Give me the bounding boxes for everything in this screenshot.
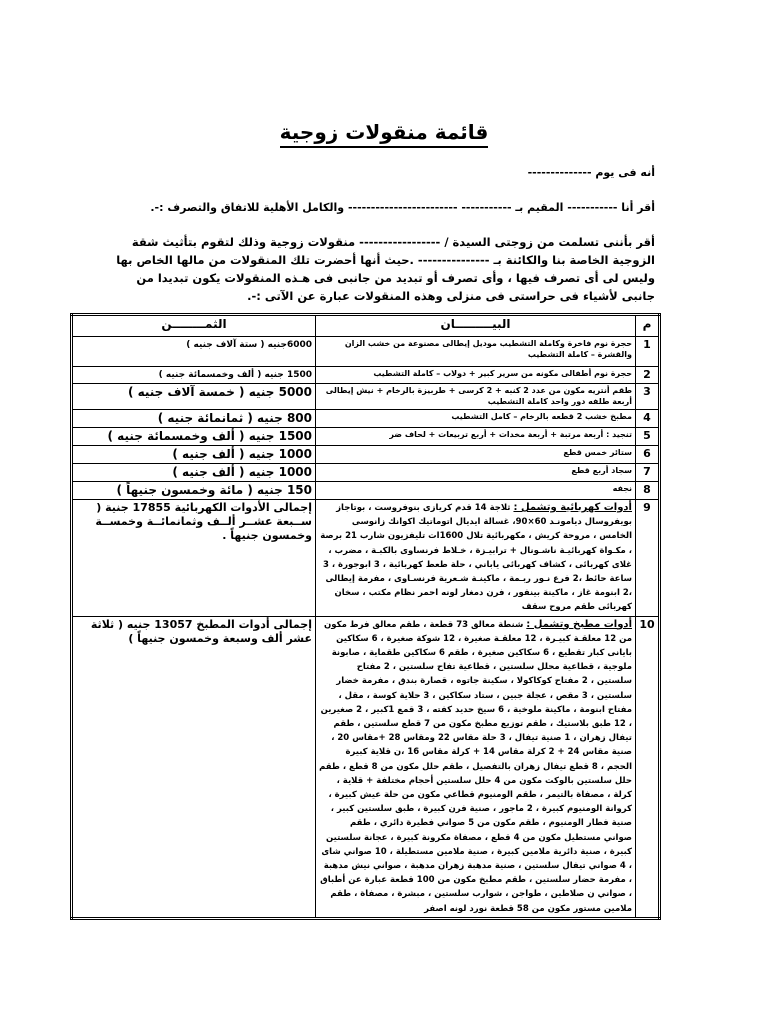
table-header-row — [72, 315, 660, 337]
row-price: 1000 جنيه ( ألف جنيه ) — [72, 446, 316, 464]
table-row — [72, 446, 660, 464]
row-description: نجفه — [316, 482, 636, 500]
table-row — [72, 500, 660, 617]
row-number: 9 — [636, 500, 660, 617]
header-number: م — [636, 315, 660, 337]
row-number: 7 — [636, 464, 660, 482]
row-description — [316, 616, 636, 918]
row-price: 6000جنيه ( ستة آلاف جنيه ) — [72, 337, 316, 367]
row-number: 4 — [636, 410, 660, 428]
row-price: 1500 جنيه ( ألف وخمسمائة جنيه ) — [72, 428, 316, 446]
row-price: 150 جنيه ( مائة وخمسون جنيهاً ) — [72, 482, 316, 500]
table-row — [72, 428, 660, 446]
table-row — [72, 482, 660, 500]
row-description: حجرة نوم فاخرة وكاملة التشطيب موديل إيطالى مصنوعة من خشب الزان والقشرة – كاملة التشطيب — [316, 337, 636, 367]
date-line: أنه فى يوم -------------- — [527, 166, 655, 179]
row-number: 2 — [636, 367, 660, 384]
row-description-text: شنطة معالق 73 قطعة ، طقم معالق فرط مكون من 12 معلقـة كبيـرة ، 12 معلقـة صغيرة ، 12 شوكة صغيرة ، 6 سكاكين بايانى كبار تقطيع ، 6 سكاكين صغيرة ، طقم 6 سكاكين طقماية ، صابونة ملوجية ، قطاعية محلل سلستين ، قطاعية تفاح سلستين ، 2 مفتاح سلستين ، 2 مفتاح كوكاكولا ، سكينة جاتوه ، قصارة بندق ، مفرمة خضار سلستين ، 3 مقص ، عجلة جبين ، ستاد سكاكين ، 3 حلاية كوسة ، مقل ، مفتاح ابنومة ، ماكينة ملوخية ، 6 سيخ حديد كفته ، 3 قمع 1كبير ، 2 صغيرين ، 12 طبق بلاستيك ، طقم توزيع مطبخ مكون من 7 قطع سلستين ، طقم تيفال زهران ، 1 صنية تيفال ، 3 حلة مقاس 22 ومقاس 28 +مقاس 20 ، صنية مقاس 24 + 2 كرلة مقاس 14 + كرلة مقاس 16 ،ن قلاية كبيرة الحجم ، 8 قطع تيفال زهران بالتفصيل ، طقم حلل مكون من 8 قطع ، طقم حلل سلستين بالوكت مكون من 4 حلل سلستين أحجام مختلفة + قلاية ، كرلة ، مصفاة بالتيمر ، طقم الومنيوم قطاعي مكون من حلة عيش كبيرة ، كروانة الومنيوم كبيرة ، 2 ماجور ، صنية فرن كبيرة ، طبق سلستين كبير ، صنية فطار الومنيوم ، طقم مكون من 5 صواني فطيرة دائري ، طقم صواني مستطيل مكون من 4 قطع ، مصفاة مكرونة كبيرة ، عجانة سلستين كبيرة ، صنية دائرية ملامين كبيرة ، صنية ملامين مستطيلة ، 10 صواني شاى ، 4 صواني تيفال سلستين ، صنية مدهبة زهران مدهبة ، صواني نيش مدهبة ، مفرمة حضار سلستين ، طقم مطبخ مكون من 100 قطعة عبارة عن أطباق ، صواني ن صلاطين ، طواجن ، شوارب سلستين ، مبشرة ، مصفاة ، طقم ملامين مستور مكون من 58 قطعة نورد لونه اصفر — [319, 619, 632, 914]
items-table — [70, 313, 661, 920]
table-row — [72, 616, 660, 918]
row-subtitle: أدوات مطبخ وتشمل : — [526, 618, 632, 630]
declarant-line: أقر أنا ----------- المقيم بـ ----------- ------------------------ والكامل الأهلية للاتفاق والتصرف :-. — [150, 201, 655, 214]
row-price: 1500 جنيه ( ألف وخمسمائة جنيه ) — [72, 367, 316, 384]
table-row — [72, 410, 660, 428]
row-number: 3 — [636, 384, 660, 410]
row-subtitle: أدوات كهربائية وتشمل : — [513, 502, 632, 513]
row-description: ستائر خمس قطع — [316, 446, 636, 464]
row-number: 5 — [636, 428, 660, 446]
table-row — [72, 367, 660, 384]
row-number: 1 — [636, 337, 660, 367]
row-price: إجمالى الأدوات الكهربائية 17855 جنية ( ســبعة عشــر ألــف وثمانمائــة وخمســة وخمسون جنيهاً . — [72, 500, 316, 617]
row-price: إجمالى أدوات المطبخ 13057 جنيه ( ثلاثة عشر ألف وسبعة وخمسون جنيهاً ) — [72, 616, 316, 918]
declaration-paragraph: أقر بأننى تسلمت من زوجتى السيدة / ----------------- منقولات زوجية وذلك لتقوم بتأثيث شقة الزوجية الخاصة بنا والكائنة بـ --------------- .حيث أنها أحضرت تلك المنقولات من مالها الخاص بها وليس لى أى تصرف فيها ، وأى تصرف أو تبديد من جانبى فى هـذه المنقولات يكون تبديدا من جانبى لأشياء فى حراستى فى منزلى وهذه المنقولات عبارة عن الآتى :-. — [116, 235, 655, 303]
row-description: سجاد أربع قطع — [316, 464, 636, 482]
header-price: الثمــــــــن — [72, 315, 316, 337]
row-number: 8 — [636, 482, 660, 500]
document-title — [0, 120, 768, 144]
document-title-text: قائمة منقولات زوجية — [280, 120, 489, 148]
row-price: 800 جنيه ( ثمانمائة جنيه ) — [72, 410, 316, 428]
header-description: البيـــــــــان — [316, 315, 636, 337]
row-description: حجرة نوم أطفالى مكونه من سرير كبير + دولاب – كاملة التشطيب — [316, 367, 636, 384]
row-number: 10 — [636, 616, 660, 918]
row-price: 1000 جنيه ( ألف جنيه ) — [72, 464, 316, 482]
row-description — [316, 500, 636, 617]
row-description: تنجيد : أربعة مرتبة + أربعة مخدات + أربع تربيعات + لحاف ضر — [316, 428, 636, 446]
row-description: طقم أنتريه مكون من عدد 2 كنبه + 2 كرسى + طربيزة بالرخام + نيش إيطالى أربعة طلفه دور واحد كاملة التشطيب — [316, 384, 636, 410]
table-row — [72, 464, 660, 482]
row-description-text: ثلاجة 14 قدم كريازى بنوفروست ، بوتاجاز بويفروسال ديامونـد 60×90، غسالة ايديال اتوماتيك اكوانك زانوسى الخامس ، مروحة كريش ، مكهربائية تلال 1600ات تليفزيون شارب 21 برصة ، مكـواة كهربائيـة ناشـونال + ترابيـزة ، خـلاط فرنساوى بالكبـة ، مضرب ، غلاى كهربائى ، كشاف كهربائى ياباني ، حلة طعط كهربائية ، 3 ابوجورة ، 3 ساعة حائط ،2 فرع نـور ربـمة ، ماكينـة شـعرية فرنسـاوى ، مفرمة إيطالى ،2 ابنومة غاز ، ماكينة بينفور ، فرن دمغار لونه احمر نظام مكتب ، سخان كهربائى طقم مروح سقف — [320, 503, 632, 613]
row-number: 6 — [636, 446, 660, 464]
table-row — [72, 337, 660, 367]
row-price: 5000 جنيه ( خمسة آلاف جنيه ) — [72, 384, 316, 410]
row-description: مطبخ خشب 2 قطعه بالرخام – كامل التشطيب — [316, 410, 636, 428]
table-row — [72, 384, 660, 410]
